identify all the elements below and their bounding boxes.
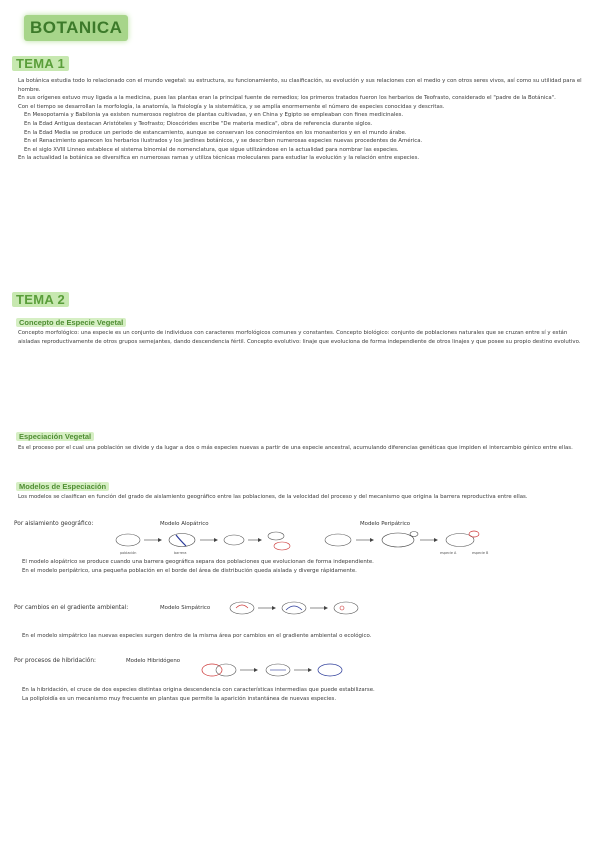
tema1-paragraph: En la actualidad la botánica se diversifica en numerosas ramas y utiliza técnicas moleculares para estudiar la evolución y la relación entre especies.: [18, 155, 420, 162]
allopatric-diagram: [112, 528, 302, 556]
section-title: [16, 482, 109, 491]
section-paragraph: Los modelos se clasifican en función del grado de aislamiento geográfico entre las poblaciones, de la velocidad del proceso y del mecanismo que origina la barrera reproductiva entre ellas.: [18, 494, 528, 500]
notes: [22, 632, 582, 641]
tema1-paragraph: Con el tiempo se desarrollan la morfología, la anatomía, la fisiología y la sistemática, y se amplía enormemente el número de especies conocidas y descritas.: [18, 103, 445, 110]
notes: [22, 686, 582, 703]
model-label: Modelo Simpátrico: [160, 605, 211, 611]
note-text: En el modelo simpátrico las nuevas especies surgen dentro de la misma área por cambios en el gradiente ambiental o ecológico.: [22, 633, 372, 639]
tema2-heading: [12, 292, 69, 307]
section-title: [16, 432, 94, 441]
diagram-label: especie B: [472, 551, 489, 555]
tema1-paragraph: En la Edad Media se produce un periodo de estancamiento, aunque se conservan los conocimientos en los monasterios y en el mundo árabe.: [24, 129, 407, 136]
section-title-text: Modelos de Especiación: [16, 482, 109, 491]
section-title-text: Especiación Vegetal: [16, 432, 94, 441]
tema1-paragraph: En sus orígenes estuvo muy ligada a la medicina, pues las plantas eran la principal fuente de remedios; los primeros tratados fueron los herbarios de Teofrasto, considerado el "padre de la Botánica".: [18, 95, 556, 102]
section-body: [18, 329, 583, 346]
section-paragraph: Es el proceso por el cual una población se divide y da lugar a dos o más especies nuevas a partir de una especie ancestral, acumulando diferencias genéticas que impiden el intercambio génico entre ellas.: [18, 445, 573, 451]
model-label: Modelo Hibridógeno: [126, 658, 181, 664]
diagram-label: población: [120, 551, 137, 555]
section-title: [16, 318, 126, 327]
tema1-paragraph: En Mesopotamia y Babilonia ya existen numerosos registros de plantas cultivadas, y en China y Egipto se empleaban con fines medicinales.: [24, 112, 404, 119]
title-highlight: [24, 15, 128, 41]
section-title-text: Concepto de Especie Vegetal: [16, 318, 126, 327]
model-bullet: Por procesos de hibridación:: [14, 658, 96, 664]
model-label: Modelo Alopátrico: [160, 521, 209, 527]
tema1-paragraph: La botánica estudia todo lo relacionado con el mundo vegetal: su estructura, su funcionamiento, su clasificación, su evolución y sus relaciones con el medio y con otros seres vivos, así como su utilidad para el hombre.: [18, 78, 582, 93]
tema1-paragraph: En el Renacimiento aparecen los herbarios ilustrados y los jardines botánicos, y se describen numerosas especies nuevas procedentes de América.: [24, 138, 423, 145]
note-text: En la hibridación, el cruce de dos especies distintas origina descendencia con características intermedias que puede estabilizarse.: [22, 687, 375, 693]
section-body: [18, 493, 583, 502]
section-paragraph: Concepto morfológico: una especie es un conjunto de individuos con caracteres morfológicos comunes y constantes. Concepto biológico: conjunto de poblaciones naturales que se cruzan entre sí y están aisladas reproductivamente de otros grupos semejantes, dando descendencia fértil. Concepto evolutivo: linaje que evoluciona de forma independiente de otros linajes y que posee su propio destino evolutivo.: [18, 330, 581, 345]
model-bullet: Por cambios en el gradiente ambiental:: [14, 605, 129, 611]
tema1-heading: [12, 56, 69, 71]
model-bullet: Por aislamiento geográfico:: [14, 521, 94, 527]
note-text: En el modelo peripátrico, una pequeña población en el borde del área de distribución queda aislada y diverge rápidamente.: [22, 567, 357, 574]
diagram-label: especie A: [440, 551, 457, 555]
tema1-body: [18, 77, 583, 163]
diagram-label: barrera: [174, 551, 187, 555]
note-text: La poliploidía es un mecanismo muy frecuente en plantas que permite la aparición instantánea de nuevas especies.: [22, 695, 337, 702]
hybridization-diagram: [196, 658, 356, 684]
note-text: El modelo alopátrico se produce cuando una barrera geográfica separa dos poblaciones que evolucionan de forma independiente.: [22, 559, 374, 565]
tema1-paragraph: En la Edad Antigua destacan Aristóteles y Teofrasto; Dioscórides escribe "De materia medica", obra de referencia durante siglos.: [24, 120, 373, 127]
section-body: [18, 444, 583, 453]
model-label: Modelo Peripátrico: [360, 521, 411, 527]
tema1-heading-text: TEMA 1: [12, 56, 69, 71]
tema1-paragraph: En el siglo XVIII Linneo establece el sistema binomial de nomenclatura, que sigue utilizándose en la actualidad para nombrar las especies.: [24, 146, 399, 153]
document-title: BOTANICA: [30, 18, 123, 37]
tema2-heading-text: TEMA 2: [12, 292, 69, 307]
sympatric-diagram: [224, 596, 374, 622]
notes: [22, 558, 582, 575]
peripatric-diagram: [322, 528, 512, 556]
